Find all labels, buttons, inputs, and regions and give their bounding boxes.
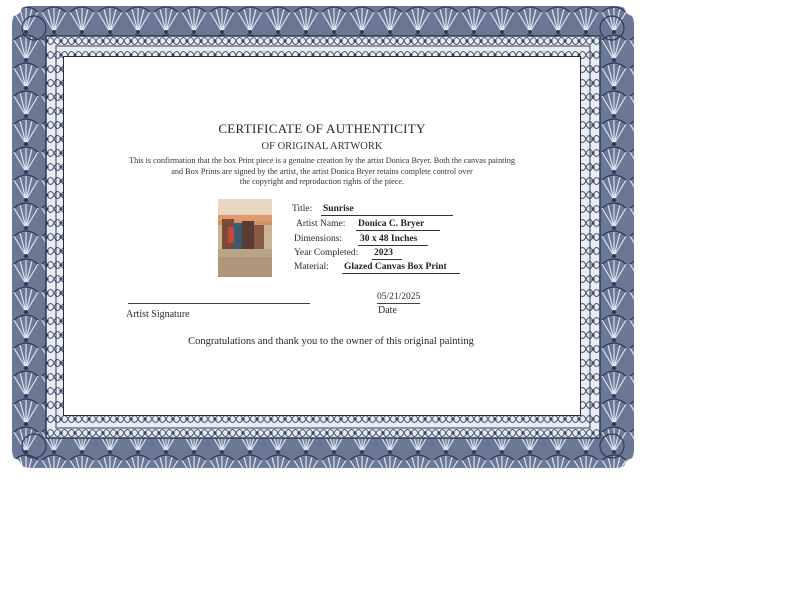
signature-line [128, 303, 310, 304]
field-label-title: Title: [292, 204, 313, 214]
certificate-title: CERTIFICATE OF AUTHENTICITY [218, 121, 426, 136]
field-label-dimensions: Dimensions: [294, 234, 343, 244]
certificate-body [63, 156, 581, 188]
certificate-subtitle: OF ORIGINAL ARTWORK [261, 141, 383, 152]
field-label-year: Year Completed: [294, 248, 359, 258]
date-label: Date [378, 305, 397, 316]
field-value-artist: Donica C. Bryer [356, 219, 440, 231]
field-label-material: Material: [294, 262, 329, 272]
signature-label: Artist Signature [126, 309, 190, 320]
field-value-year: 2023 [372, 248, 402, 260]
field-value-title: Sunrise [321, 204, 453, 216]
body-line: and Box Prints are signed by the artist, the artist Donica Bryer retains complete control over [171, 166, 473, 176]
field-value-material: Glazed Canvas Box Print [342, 262, 460, 274]
field-value-dimensions: 30 x 48 Inches [358, 234, 428, 246]
body-line: This is confirmation that the box Print piece is a genuine creation by the artist Donica Bryer. Both the canvas painting [129, 156, 515, 165]
field-label-artist: Artist Name: [296, 219, 346, 229]
date-value: 05/21/2025 [377, 292, 421, 302]
body-line: the copyright and reproduction rights of the piece. [239, 177, 405, 186]
closing-message: Congratulations and thank you to the owner of this original painting [188, 336, 474, 347]
artwork-thumbnail [218, 199, 272, 277]
